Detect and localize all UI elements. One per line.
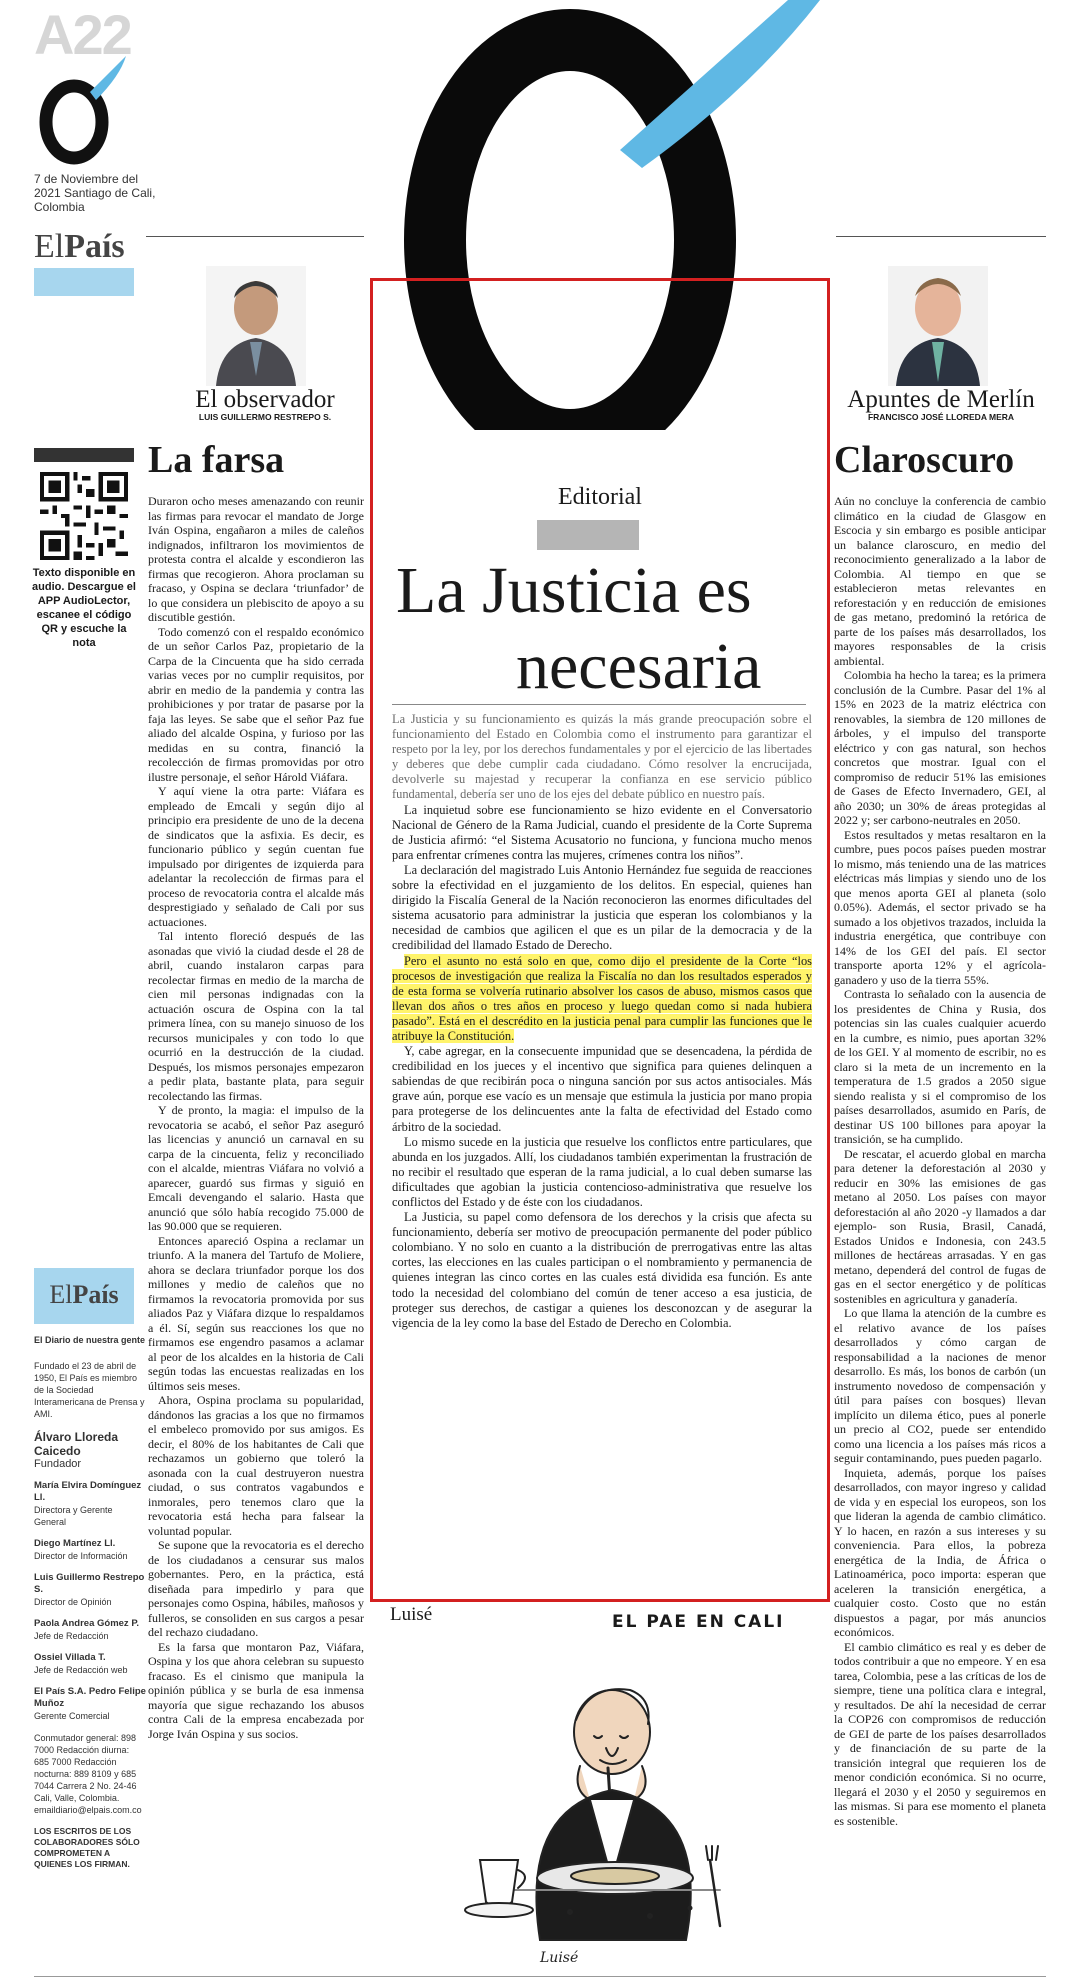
editorial-paragraph: La declaración del magistrado Luis Antonio Hernández fue seguida de reacciones sobre la efectividad en el juzgamiento de los delitos. En especial, quienes han dirigido la Fiscalía General de la Nación reconocieron las enormes dificultades del sistema acusatorio para administrar la justicia que esperan los colombianos y la necesidad de cambios que agilicen el que es un pilar de la democracia y de la credibilidad del llamado Estado de Derecho. (392, 862, 812, 953)
author-photo-right (888, 266, 988, 386)
article-paragraph: Ahora, Ospina proclama su popularidad, dándonos las gracias a los que no firmamos el embeleco promovido por sus amigos. Es decir, el 80% de los habitantes de Cali que rechazamos un gobierno que toleró la asonada con la cual destruyeron nuestra ciudad, o sus contratos vagabundos e inmorales, pero tenemos claro que la revocatoria está hecha para falsear la voluntad popular. (148, 1393, 364, 1538)
article-paragraph: Entonces apareció Ospina a reclamar un triunfo. A la manera del Tartufo de Moliere, ahora se declara triunfador porque los dos millones y medio de caleños que no firmamos la revocatoria promovida por sus aliados Paz y Viáfara dizque lo respaldamos a él. Sí, según sus reacciones los que no firmamos ese engendro pasamos a aclamar al peor de los alcaldes en la historia de Cali según todas las encuestas realizadas en los últimos seis meses. (148, 1233, 364, 1393)
o-logo-icon (34, 56, 134, 166)
columnist-name-right: FRANCISCO JOSÉ LLOREDA MERA (867, 412, 1015, 422)
article-paragraph: Y aquí viene la otra parte: Viáfara es empleado de Emcali y según dijo al principio era presidente de uno de la decena de sindicatos que la asfixia. Es decir, es funcionario público y según cuentan fue impulsado por dirigentes de izquierda para adelantar la recolección de firmas para el proceso de revocatoria contra el alcalde más desprestigiado y señalado de Cali por sus actuaciones. (148, 784, 364, 929)
cartoon-caption: EL PAE EN CALI (612, 1612, 785, 1632)
columnist-title-left: El observador (195, 386, 335, 413)
editorial-paragraph: Y, cabe agregar, en la consecuente impunidad que se desencadena, la pérdida de credibilidad en los jueces y el incentivo que significa para quienes delinquen a sabiendas de que recibirán poca o ninguna sanción por sus actos antisociales. Más grave aún, porque ese vacío es un mensaje que estimula la justicia por mano propia para protegerse de los delincuentes ante la falta de efectividad del Estado como árbitro de la sociedad. (392, 1044, 812, 1134)
staff-member: Paola Andrea Gómez P. Jefe de Redacción (34, 1618, 140, 1641)
staff-list (34, 1480, 146, 1722)
right-headline: Claroscuro (834, 439, 1015, 481)
editorial-title-line-1: La Justicia es (396, 554, 752, 627)
footer-rule (34, 1976, 1046, 1977)
brand-bar (34, 268, 134, 296)
staff-member: Luis Guillermo Restrepo S. Director de Opinión (34, 1572, 145, 1607)
article-paragraph: Y de pronto, la magia: el impulso de la revocatoria se acabó, el señor Paz aseguró las licencias y anunció un carnaval en su carpa de la cincuenta, feliz y reconciliado con el alcalde, mientras Viáfara no volvió a aparecer, guardó sus firmas y siguió en Emcali devengando el salario. Hasta que anunció que sólo había recogido 75.000 de las 90.000 que se requieren. (148, 1103, 364, 1233)
article-paragraph: Colombia ha hecho la tarea; es la primera conclusión de la Cumbre. Pasar del 1% al 15% en 2023 de la matriz eléctrica con renovables, la siembra de 120 millones de árboles, y el impulso del transporte eléctrico y con gas natural, son hechos concretos que mostrar. Igual con el compromiso de reducir 51% las emisiones de Gases de Efecto Invernadero, GEI, al año 2030; un 30% de áreas protegidas al 2022 y; ser carbono-neutrales en 2050. (834, 668, 1046, 827)
staff-member: María Elvira Domínguez Ll. Directora y Gerente General (34, 1480, 142, 1527)
disclaimer: LOS ESCRITOS DE LOS COLABORADORES SÓLO COMPROMETEN A QUIENES LOS FIRMAN. (34, 1826, 140, 1869)
founded-note: Fundado el 23 de abril de 1950, El País es miembro de la Sociedad Interamericana de Prensa y AMI. (34, 1361, 145, 1419)
qr-bar (34, 448, 134, 462)
divider (146, 236, 364, 237)
article-paragraph: Tal intento floreció después de las asonadas que vivió la ciudad desde el 28 de abril, cuando instalaron carpas para recolectar firmas en medio de la marcha de cien mil personas indignadas con la actuación oscura de Ospina con la tal primera línea, con su manejo sinuoso de los recursos municipales y con todo lo que ocurrió en la destrucción de la ciudad. Después, los mismos personajes empezaron a pedir plata, bastante plata, para seguir recolectando las firmas. (148, 929, 364, 1103)
cartoonist-label: Luisé (390, 1604, 433, 1625)
cartoon-signature: Luisé (540, 1950, 579, 1966)
page-number: A22 (34, 3, 131, 66)
article-paragraph: Es la farsa que montaron Paz, Viáfara, Ospina y los que ahora celebran su supuesto fracaso. Es el cinismo que manipula la opinión pública y se burla de esa inmensa mayoría que sigue rechazando los abusos contra Cali de la empresa encabezada por Jorge Iván Ospina y sus socios. (148, 1639, 364, 1741)
staff-member: Diego Martínez Ll. Director de Información (34, 1538, 128, 1561)
staff-member: Ossiel Villada T. Jefe de Redacción web (34, 1652, 128, 1675)
contact-info: Conmutador general: 898 7000 Redacción diurna: 685 7000 Redacción nocturna: 889 8109 y 685 7044 Carrera 2 No. 24-46 Cali, Valle, Colombia. emaildiario@elpais.com.co (34, 1733, 142, 1815)
columnist-name-left: LUIS GUILLERMO RESTREPO S. (198, 412, 332, 422)
author-photo-left (206, 266, 306, 386)
editorial-label: Editorial (558, 484, 642, 510)
editorial-title-line-2: necesaria (516, 630, 762, 703)
divider (836, 236, 1046, 237)
masthead-tagline: El Diario de nuestra gente (34, 1335, 146, 1345)
editorial-paragraph: La Justicia, su papel como defensora de los derechos y la crisis que afecta su funcionamiento, debería ser motivo de preocupación permanente del poder público colombiano. Y no solo en cuanto a la distribución de prerrogativas entre las altas cortes, las elecciones en las cuales participan o el nombramiento y permanencia de quienes integran las cinco cortes en las cuales está dividida esa función. Es ante todo la necesidad del colombiano del común de tener acceso a esa justicia, de proteger sus derechos, de castigar a quienes los desconozcan y de asegurar la vigencia de la ley como la base del Estado de Derecho en Colombia. (392, 1210, 812, 1330)
staff-box (34, 1334, 146, 1870)
article-paragraph: El cambio climático es real y es deber de todos contribuir a que no empeore. Y en esa tarea, Colombia, pese a las críticas de los de siempre, tiene una política clara e integral, y resultados. De ahí la necesidad de cerrar la COP26 con compromisos de reducción de GEI de parte de los países desarrollados y de financiación de su parte de la transición integral que requieren los de menor condición económica. Si no ocurre, llegará el 2030 y el 2050 y seguiremos en las mismas. Si para ese momento el planeta es sostenible. (834, 1639, 1046, 1828)
columnist-title-right: Apuntes de Merlín (847, 386, 1035, 413)
staff-member: El País S.A. Pedro Felipe Muñoz Gerente Comercial (34, 1686, 146, 1721)
cartoon-illustration (390, 1640, 810, 1970)
editorial-body (392, 712, 812, 1331)
editorial-paragraph: La inquietud sobre ese funcionamiento se hizo evidente en el Conversatorio Nacional de Género de la Rama Judicial, cuando el presidente de la Corte Suprema de Justicia afirmó: “el Sistema Acusatorio no funciona, y funciona mucho menos para enfrentar crímenes contra las mujeres, crímenes contra los niños”. (392, 802, 812, 862)
editorial-highlight-paragraph: Pero el asunto no está solo en que, como dijo el presidente de la Corte “los procesos de investigación que realiza la Fiscalía no dan los resultados esperados y de esta forma se volvería rutinario absolver los casos de abuso, mismos casos que llevan dos años o tres años en proceso y luego quedan como si nada hubiera pasado”. Está en el descrédito en la justicia penal para cumplir las funciones que le atribuye la Constitución. (392, 953, 812, 1043)
qr-code-icon[interactable] (40, 472, 128, 560)
article-paragraph: Todo comenzó con el respaldo económico de un señor Carlos Paz, propietario de la Carpa de la Cincuenta que ha sido cerrada varias veces por no cumplir requisitos, por abrir en medio de la pandemia y contra las prohibiciones y por tratar de pasarse por la faja las leyes. Se sabe que el señor Paz fue aliado del alcalde Ospina, y furioso por las medidas en su contra, financió la recolección de firmas promovidas por otro ilustre personaje, el señor Hárold Viáfara. (148, 624, 364, 784)
founder: Álvaro Lloreda Caicedo Fundador (34, 1430, 119, 1470)
article-paragraph: Lo que llama la atención de la cumbre es el relativo avance de los países desarrollados y cómo cargan de responsabilidad a la naciones de menor desarrollo. Es más, los bonos de carbón (un instrumento novedoso de compensación y útil para países con bosques) llevan implícito un dilema ético, pues al ponerle un precio al CO2, puede ser entendido como una licencia a los países más ricos a seguir contaminando, pues pueden pagarlo. (834, 1306, 1046, 1465)
edition-date: 7 de Noviembre del 2021 Santiago de Cali, Colombia (34, 172, 156, 214)
article-paragraph: De rescatar, el acuerdo global en marcha para detener la deforestación al 2030 y reducir en 30% las emisiones de gas metano al 2050. Los países con mayor deforestación al año 2020 -y llamados a dar ejemplo- son Rusia, Brasil, Canadá, Estados Unidos e Indonesia, con 243.5 millones de hectáreas arrasadas. Y en gas metano, dependerá del control de fugas de gas en el sector energético y de políticas sostenibles en agricultura y ganadería. (834, 1146, 1046, 1306)
article-paragraph: Estos resultados y metas resaltaron en la cumbre, pues pocos países pueden mostrar lo mismo, más teniendo una de las matrices eléctricas más limpias y siendo uno de los que menos aporta GEI al planeta (solo 0.05%). Además, el sector privado se ha sumado a los objetivos trazados, incluida la industria energética, que contribuye con 14% de los GEI del país. El sector transporte aporta 12% y el agrícola-ganadero y uso de la tierra 55%. (834, 827, 1046, 987)
article-paragraph: Inquieta, además, porque los países desarrollados, con mayor ingreso y calidad de vida y en especial los europeos, son los que lideran la agenda de cambio climático. Y lo hacen, en razón a sus intereses y su conveniencia. Para ellos, la pobreza energética de la India, de África o Latinoamérica, poco importa: esperan que aceleren la transición energética, a cualquier costo. Costo que no están dispuestos a pagar, por más anuncios económicos. (834, 1465, 1046, 1639)
article-paragraph: Aún no concluye la conferencia de cambio climático en la ciudad de Glasgow en Escocia y sin embargo es posible anticipar un balance claroscuro, en medio del reconocimiento generalizado a la labor de Colombia. Al tiempo en que se establecieron metas relevantes en reforestación y en reducción de emisiones de gas metano, predominó la retórica de parte de los países más desarrollados, los mayores responsables de la crisis ambiental. (834, 494, 1046, 668)
newspaper-logo: ElPaís (34, 228, 125, 265)
left-headline: La farsa (148, 439, 285, 481)
editorial-rule (392, 704, 806, 705)
qr-instructions: Texto disponible en audio. Descargue el APP AudioLector, escanee el código QR y escuche la nota (32, 567, 136, 649)
editorial-lead: La Justicia y su funcionamiento es quizás la más grande preocupación sobre el funcionamiento del Estado en Colombia como el instrumento para garantizar el respeto por la ley, por los derechos fundamentales y por el ejercicio de las libertades y deberes que debe cumplir cada ciudadano. Cómo resolver la encrucijada, devolverle su majestad y recuperar la confianza en ese servicio público fundamental, debería ser uno de los ejes del debate público en nuestro país. (392, 712, 812, 802)
editorial-paragraph: Lo mismo sucede en la justicia que resuelve los conflictos entre particulares, que abunda en los juzgados. Allí, los ciudadanos también experimentan la frustración de no recibir el resultado que esperan de la rama judicial, a lo cual deben sumarse las dificultades que agobian la justicia contencioso-administrativa que resuelve los conflictos del Estado y de éste con los ciudadanos. (392, 1134, 812, 1209)
right-article-body (834, 494, 1046, 1828)
article-paragraph: Duraron ocho meses amenazando con reunir las firmas para revocar el mandato de Jorge Iván Ospina, engañaron a miles de caleños indignados, infiltraron los movimientos de protesta contra el alcalde y escondieron las firmas que recogieron. Ahora proclaman su fracaso, y Ospina se declara ‘triunfador’ de lo que considera un plebiscito de apoyo a su discutible gestión. (148, 494, 364, 624)
article-paragraph: Contrasta lo señalado con la ausencia de los presidentes de China y Rusia, dos potencias sin las cuales cualquier acuerdo en la cumbre, es nimio, pues aportan 32% de los GEI. Y al momento de escribir, no es claro si la meta de un incremento en la temperatura de 1.5 grados a 2050 sigue siendo realista y si el compromiso de los países desarrollados, asumido en París, de destinar US 100 billones para apoyar la transición, se ha cumplido. (834, 987, 1046, 1146)
editorial-bar (537, 520, 639, 550)
left-article-body (148, 494, 364, 1741)
masthead-logo: ElPaís (34, 1268, 134, 1324)
article-paragraph: Se supone que la revocatoria es el derecho de los ciudadanos a censurar sus malos gobernantes. Pero, en la práctica, está diseñada para impedirlo y para que personajes como Ospina, hábiles, mañosos y fulleros, se consoliden en sus cargos a pesar del rechazo ciudadano. (148, 1538, 364, 1639)
